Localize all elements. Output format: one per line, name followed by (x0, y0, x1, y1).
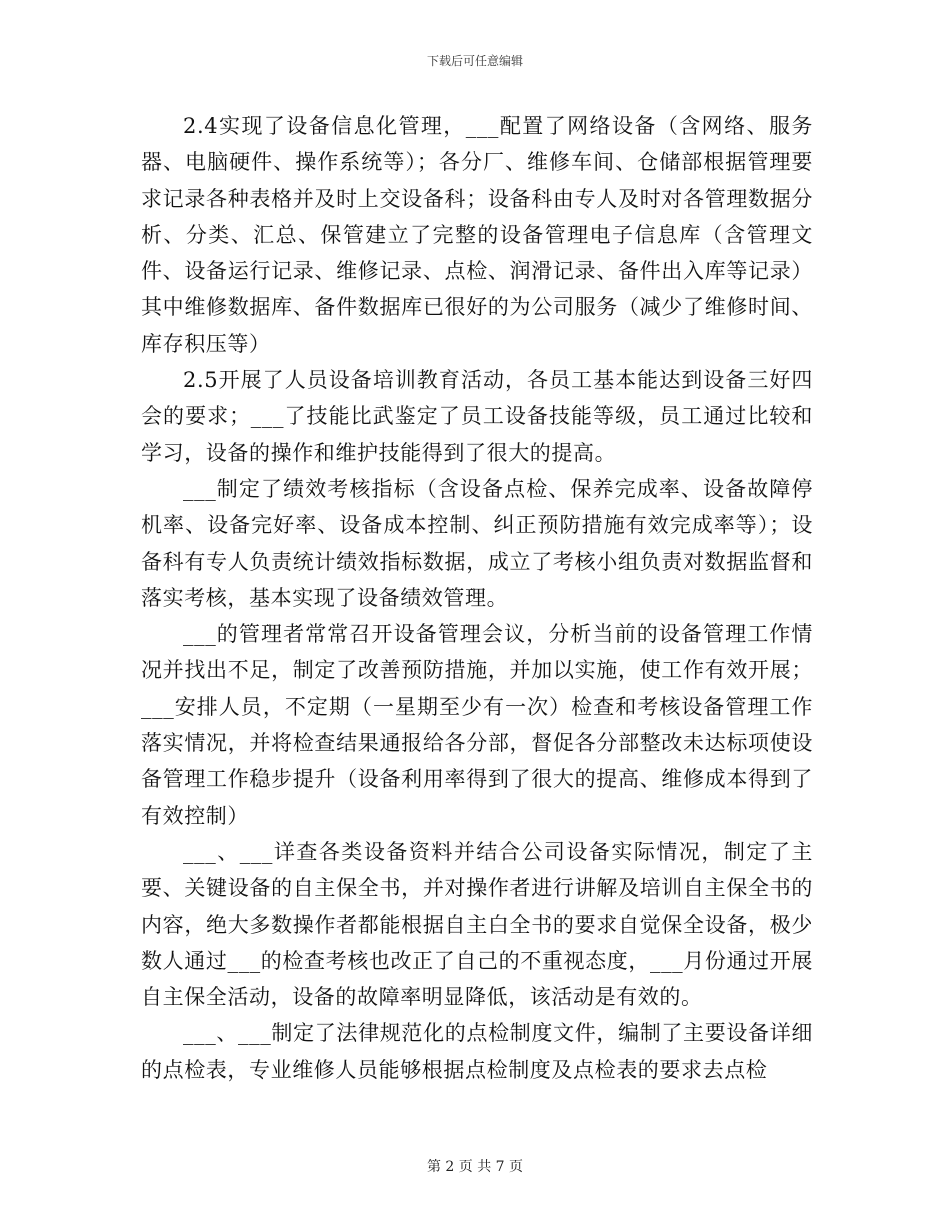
paragraph-inspection-system: ___、___制定了法律规范化的点检制度文件，编制了主要设备详细的点检表，专业维修人员能够根据点检制度及点检表的要求去点检 (141, 1021, 813, 1082)
paragraph-2-4: 2.4实现了设备信息化管理，___配置了网络设备（含网络、服务器、电脑硬件、操作系统等）；各分厂、维修车间、仓储部根据管理要求记录各种表格并及时上交设备科；设备科由专人及时对各管理数据分析、分类、汇总、保管建立了完整的设备管理电子信息库（含管理文件、设备运行记录、维修记录、点检、润滑记录、备件出入库等记录）其中维修数据库、备件数据库已很好的为公司服务（减少了维修时间、库存积压等） (141, 114, 813, 356)
document-body (141, 108, 813, 1088)
page-header: 下载后可任意编辑 (426, 54, 523, 68)
paragraph-management-meetings: ___的管理者常常召开设备管理会议，分析当前的设备管理工作情况并找出不足，制定了改善预防措施，并加以实施，使工作有效开展；___安排人员，不定期（一星期至少有一次）检查和考核设备管理工作落实情况，并将检查结果通报给各分部，督促各分部整改未达标项使设备管理工作稳步提升（设备利用率得到了很大的提高、维修成本得到了有效控制） (141, 622, 813, 828)
paragraph-autonomous-maintenance: ___、___详查各类设备资料并结合公司设备实际情况，制定了主要、关键设备的自主保全书，并对操作者进行讲解及培训自主保全书的内容，绝大多数操作者都能根据自主白全书的要求自觉保全设备，极少数人通过___的检查考核也改正了自己的不重视态度，___月份通过开展自主保全活动，设备的故障率明显降低，该活动是有效的。 (141, 839, 813, 1010)
paragraph-performance-indicators: ___制定了绩效考核指标（含设备点检、保养完成率、设备故障停机率、设备完好率、设备成本控制、纠正预防措施有效完成率等）；设备科有专人负责统计绩效指标数据，成立了考核小组负责对数据监督和落实考核，基本实现了设备绩效管理。 (141, 476, 813, 610)
paragraph-2-5: 2.5开展了人员设备培训教育活动，各员工基本能达到设备三好四会的要求；___了技能比武鉴定了员工设备技能等级，员工通过比较和学习，设备的操作和维护技能得到了很大的提高。 (141, 368, 813, 465)
page-number: 第 2 页 共 7 页 (426, 1159, 524, 1175)
